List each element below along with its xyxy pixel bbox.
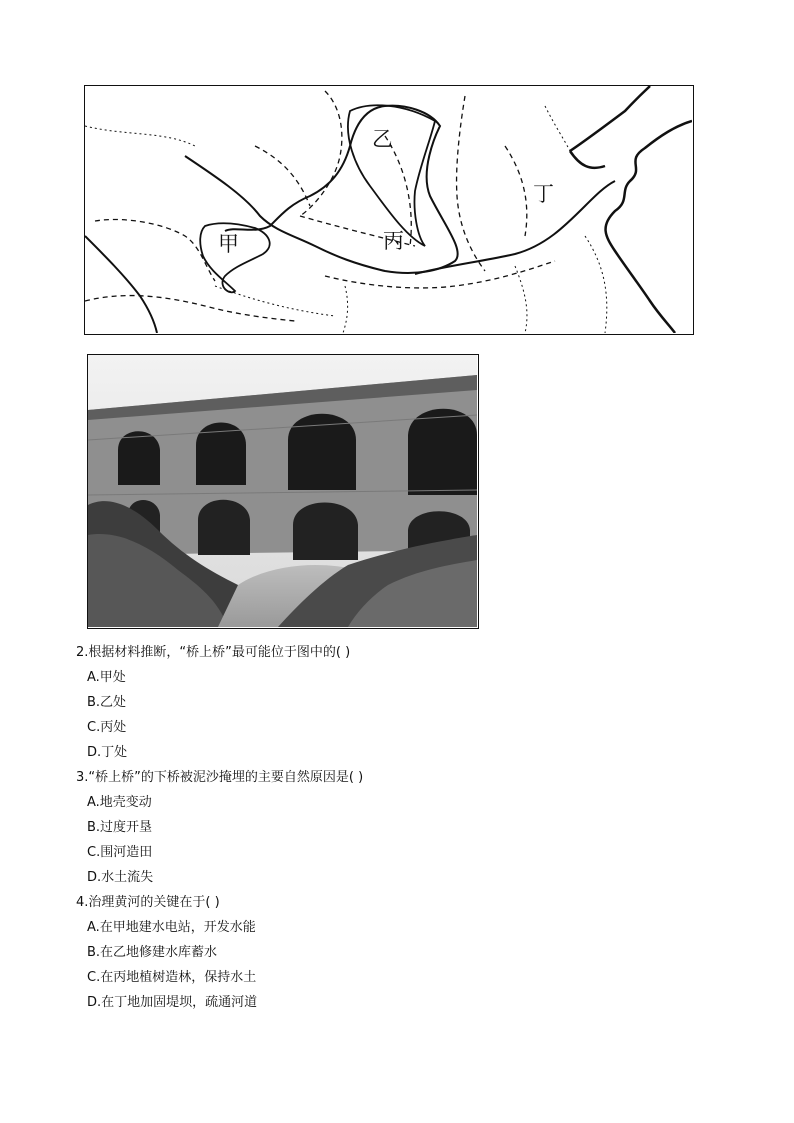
question-3-stem: 3.“桥上桥”的下桥被泥沙掩埋的主要自然原因是( ): [76, 770, 364, 785]
province-boundary: [85, 91, 555, 321]
question-4-option-d[interactable]: D.在丁地加固堤坝，疏通河道: [87, 995, 258, 1010]
question-2-option-b[interactable]: B.乙处: [87, 695, 127, 710]
question-4-option-b[interactable]: B.在乙地修建水库蓄水: [87, 945, 218, 960]
yellow-river-map: [84, 85, 694, 335]
question-4-option-a[interactable]: A.在甲地建水电站，开发水能: [87, 920, 256, 935]
bridge-on-bridge-photo: [87, 354, 479, 629]
question-2-option-c[interactable]: C.丙处: [87, 720, 127, 735]
coastline-left: [85, 236, 157, 333]
question-3-option-d[interactable]: D.水土流失: [87, 870, 154, 885]
question-2-stem: 2.根据材料推断，“桥上桥”最可能位于图中的( ): [76, 645, 351, 660]
river-lower: [415, 181, 615, 274]
question-list: [76, 640, 716, 1015]
label-ding: 丁: [533, 182, 554, 206]
label-bing: 丙: [383, 229, 404, 253]
question-2-option-d[interactable]: D.丁处: [87, 745, 128, 760]
bridge-icon: [88, 355, 477, 627]
question-3-option-c[interactable]: C.围河造田: [87, 845, 153, 860]
internal-boundary: [85, 106, 607, 333]
question-2-option-a[interactable]: A.甲处: [87, 670, 126, 685]
label-jia: 甲: [218, 232, 239, 256]
question-4-stem: 4.治理黄河的关键在于( ): [76, 895, 220, 910]
question-4-option-c[interactable]: C.在丙地植树造林，保持水土: [87, 970, 257, 985]
coastline: [606, 121, 692, 333]
question-3-option-b[interactable]: B.过度开垦: [87, 820, 153, 835]
question-3-option-a[interactable]: A.地壳变动: [87, 795, 152, 810]
label-yi: 乙: [372, 127, 393, 151]
map-drawing: [85, 86, 692, 333]
